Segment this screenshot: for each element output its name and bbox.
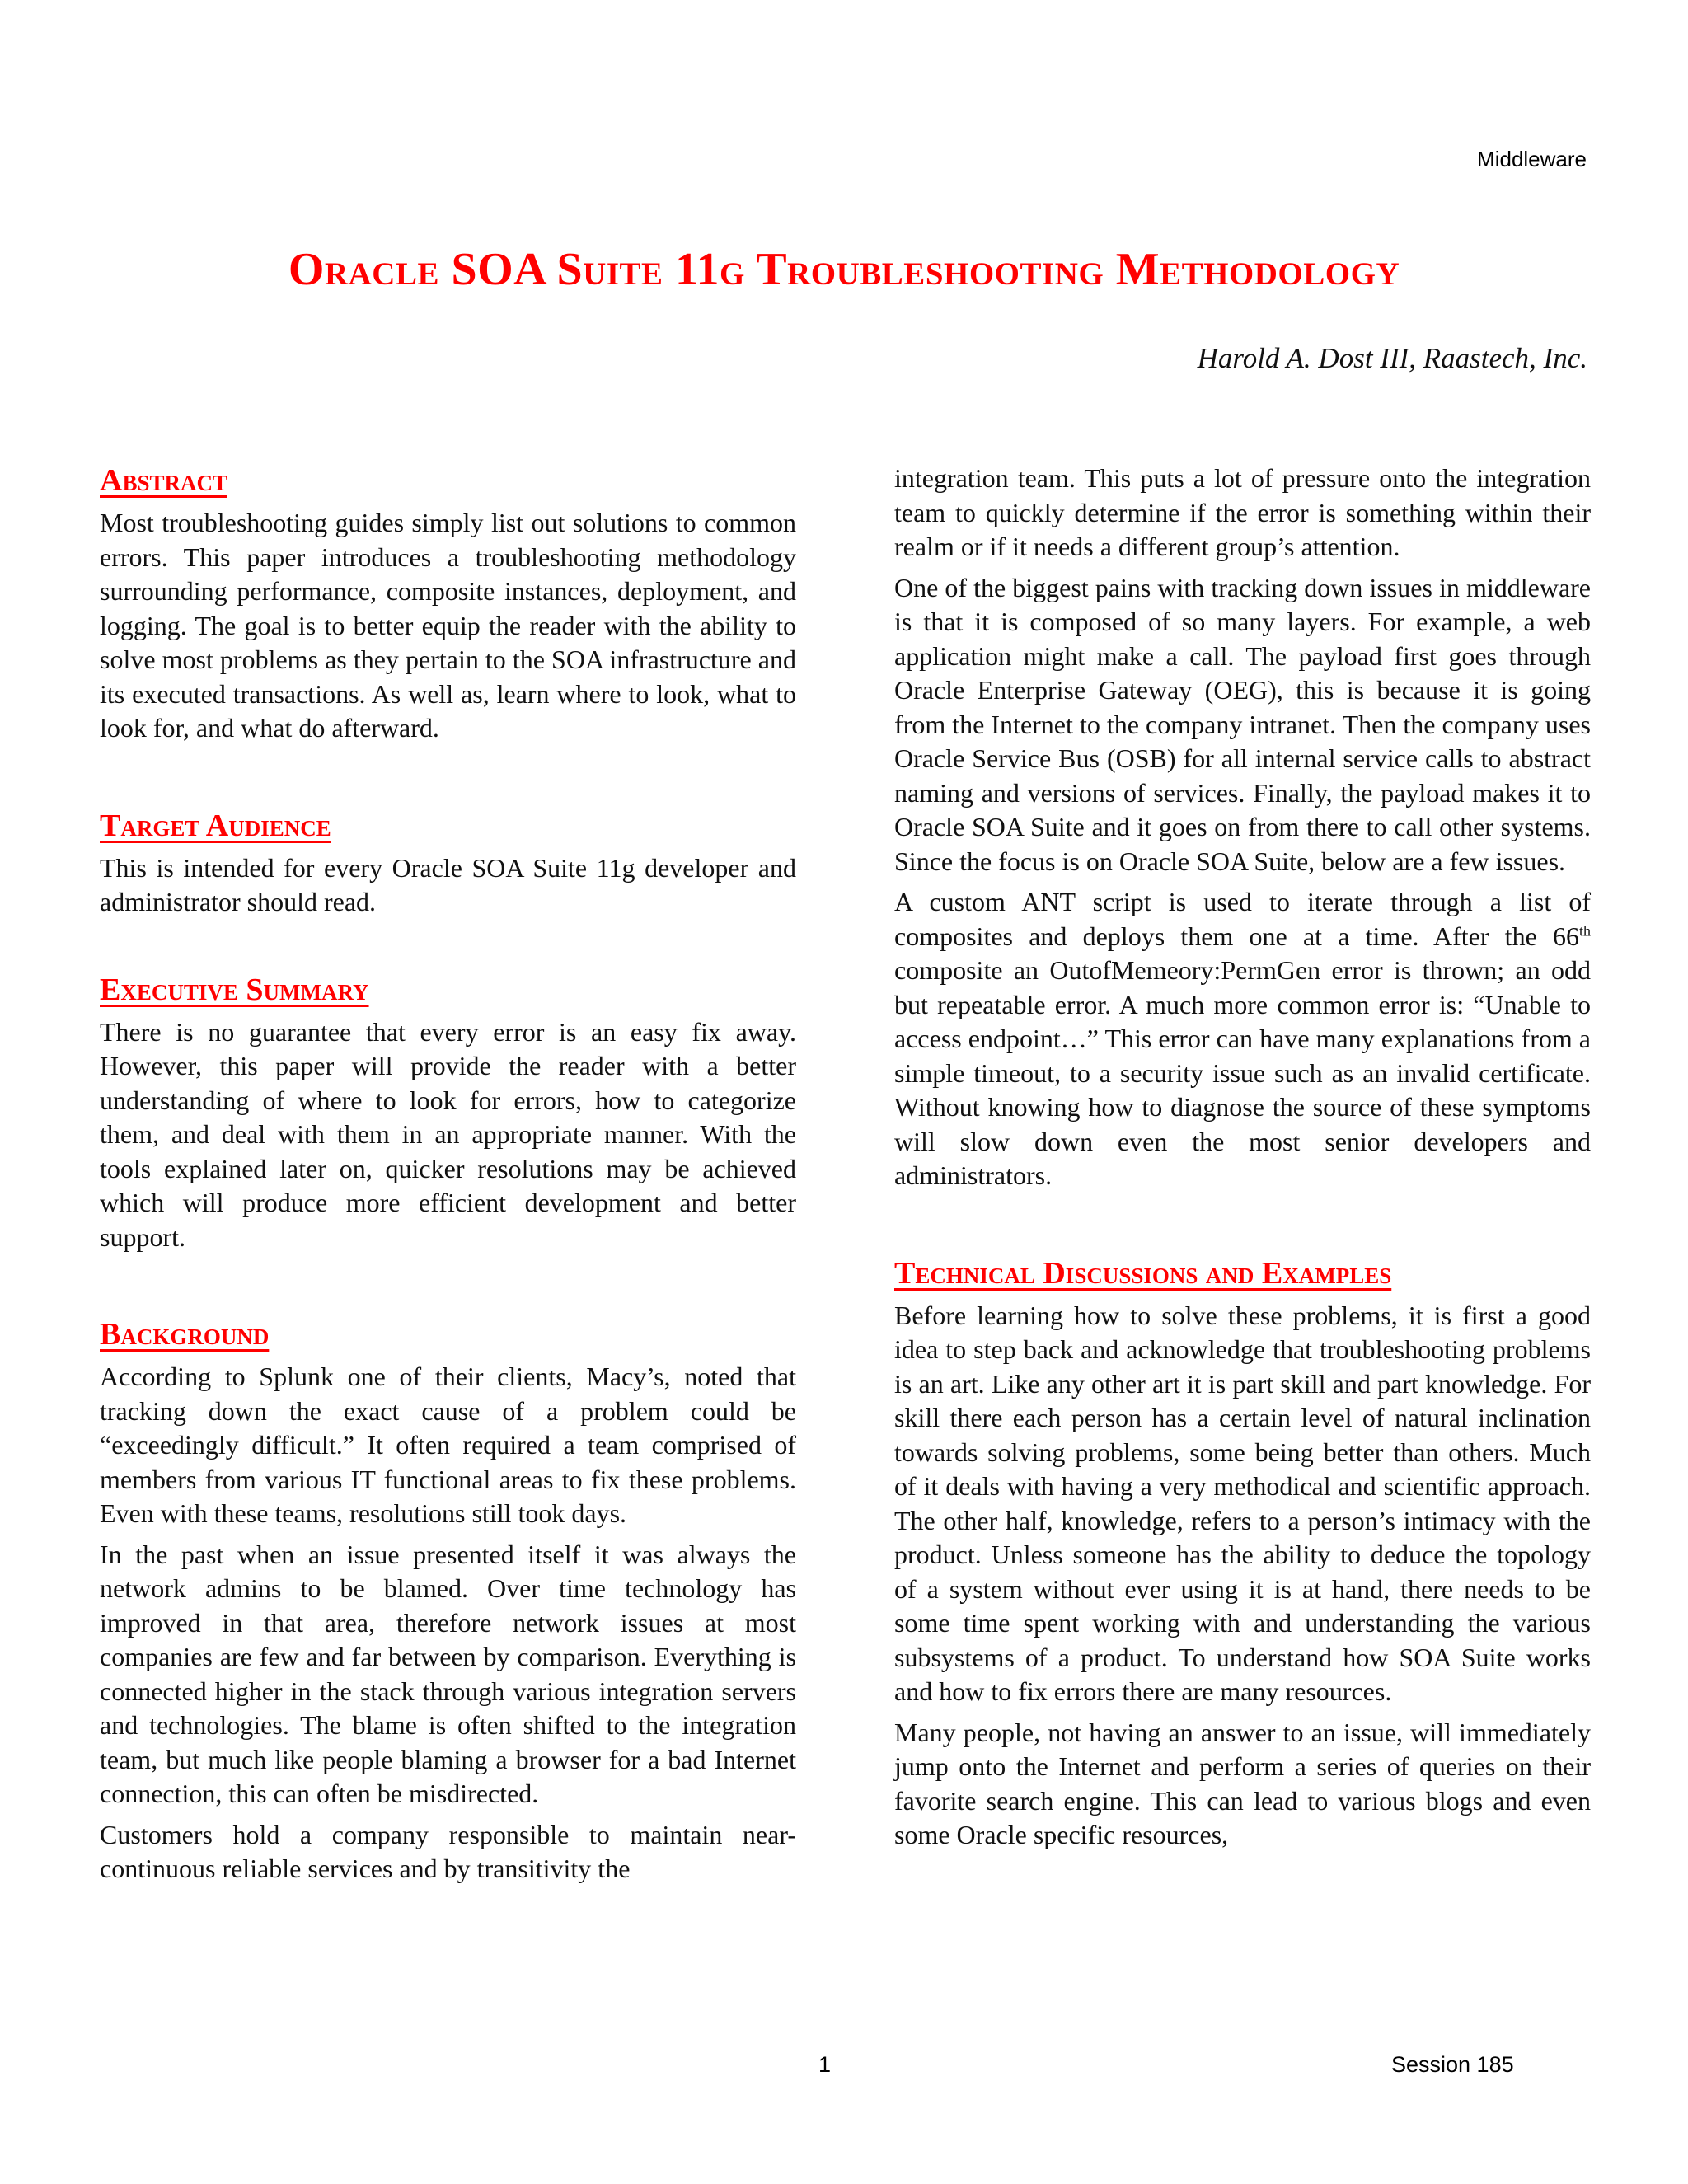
section-target-audience — [100, 807, 796, 920]
paper-title: Oracle SOA Suite 11g Troubleshooting Methodology — [288, 244, 1400, 295]
spacer — [100, 926, 796, 971]
section-heading-technical-discussions: Technical Discussions and Examples — [894, 1255, 1392, 1291]
spacer — [100, 1261, 796, 1315]
author-line: Harold A. Dost III, Raastech, Inc. — [1197, 342, 1587, 374]
background-paragraph: In the past when an issue presented itself it was always the network admins to be blamed. Over time technology has improved in that area, therefore network issues at most companies are few and far between by comparison. Everything is connected higher in the stack through various integration servers and technologies. The blame is often shifted to the integration team, but much like people blaming a browser for a bad Internet connection, this can often be misdirected. — [100, 1539, 796, 1808]
background-paragraph — [894, 885, 1591, 1193]
abstract-paragraph: Most troubleshooting guides simply list out solutions to common errors. This paper introduces a troubleshooting methodology surrounding performance, composite instances, deployment, and logging. The goal is to better equip the reader with the ability to solve most problems as they pertain to the SOA infrastructure and its executed transactions. As well as, learn where to look, what to look for, and what do afterward. — [100, 508, 796, 743]
section-heading-target-audience: Target Audience — [100, 808, 331, 843]
ordinal-superscript: th — [1578, 921, 1591, 939]
section-background-continued — [894, 462, 1591, 1193]
right-column — [894, 462, 1591, 1859]
section-heading-abstract: Abstract — [100, 463, 227, 498]
page-number: 1 — [818, 2052, 832, 2077]
spacer — [894, 1200, 1591, 1254]
session-label: Session 185 — [1391, 2052, 1514, 2077]
section-heading-background: Background — [100, 1317, 270, 1352]
spacer — [100, 752, 796, 807]
background-paragraph: integration team. This puts a lot of pressure onto the integration team to quickly determine if the error is something within their realm or if it needs a different group’s attention. — [894, 463, 1591, 561]
running-header: Middleware — [1477, 147, 1587, 171]
executive-summary-paragraph: There is no guarantee that every error is an easy fix away. However, this paper will provide the reader with a better understanding of where to look for errors, how to categorize them, and deal with them in an appropriate manner. With the tools explained later on, quicker resolutions may be achieved which will produce more efficient development and better support. — [100, 1016, 796, 1252]
technical-paragraph: Before learning how to solve these problems, it is first a good idea to step back and acknowledge that troubleshooting problems is an art. Like any other art it is part skill and part knowledge. For skill there each person has a certain level of natural inclination towards solving problems, some being better than others. Much of it deals with having a very methodical and scientific approach. The other half, knowledge, refers to a person’s intimacy with the product. Unless someone has the ability to deduce the topology of a system without ever using it is at hand, there needs to be some time spent working with and understanding the various subsystems of a product. To understand how SOA Suite works and how to fix errors there are many resources. — [894, 1300, 1591, 1706]
background-paragraph: One of the biggest pains with tracking down issues in middleware is that it is composed of so many layers. For example, a web application might make a call. The payload first goes through Oracle Enterprise Gateway (OEG), this is because it is going from the Internet to the company intranet. Then the company uses Oracle Service Bus (OSB) for all internal service calls to abstract naming and versions of services. Finally, the payload makes it to Oracle SOA Suite and it goes on from there to call other systems. Since the focus is on Oracle SOA Suite, below are a few issues. — [894, 572, 1591, 876]
left-column — [100, 462, 796, 1893]
section-abstract — [100, 462, 796, 746]
technical-paragraph: Many people, not having an answer to an issue, will immediately jump onto the Internet and perform a series of queries on their favorite search engine. This can lead to various blogs and even some Oracle specific resources, — [894, 1717, 1591, 1849]
background-paragraph: According to Splunk one of their clients, Macy’s, noted that tracking down the exact cause of a problem could be “exceedingly difficult.” It often required a team comprised of members from various IT functional areas to fix these problems. Even with these teams, resolutions still took days. — [100, 1361, 796, 1528]
target-audience-paragraph: This is intended for every Oracle SOA Suite 11g developer and administrator should read. — [100, 852, 796, 916]
section-technical-discussions — [894, 1254, 1591, 1853]
section-heading-executive-summary: Executive Summary — [100, 972, 369, 1007]
section-executive-summary — [100, 971, 796, 1255]
paragraph-text: A custom ANT script is used to iterate through a list of composites and deploys them one at a time. After the 66 — [894, 887, 1591, 951]
section-background — [100, 1315, 796, 1886]
paragraph-text: composite an OutofMemeory:PermGen error is thrown; an odd but repeatable error. A much more common error is: “Unable to access endpoint…” This error can have many explanations from a simple timeout, to a security issue such as an invalid certificate. Without knowing how to diagnose the source of these symptoms will slow down even the most senior developers and administrators. — [894, 955, 1591, 1190]
background-paragraph: Customers hold a company responsible to maintain near-continuous reliable services and by transitivity the — [100, 1819, 796, 1883]
